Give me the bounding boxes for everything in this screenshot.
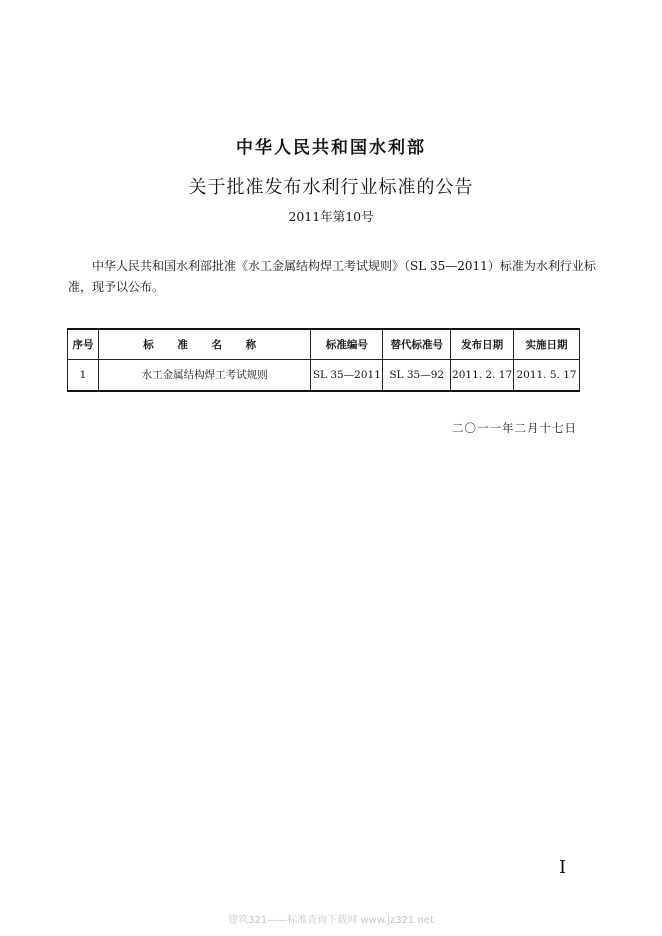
ministry-name: 中华人民共和国水利部 xyxy=(236,138,426,158)
header-replaced: 替代标准号 xyxy=(383,329,451,359)
cell-name: 水工金属结构焊工考试规则 xyxy=(98,359,310,391)
header-effective-date: 实施日期 xyxy=(514,329,580,359)
cell-code: SL 35—2011 xyxy=(311,359,383,391)
page-number: I xyxy=(559,857,567,878)
cell-replaced: SL 35—92 xyxy=(383,359,451,391)
cell-publish-date: 2011. 2. 17 xyxy=(451,359,514,391)
standards-table xyxy=(67,328,580,392)
header-publish-date: 发布日期 xyxy=(451,329,514,359)
announcement-body: 中华人民共和国水利部批准《水工金属结构焊工考试规则》（SL 35—2011）标准为水利行业标准，现予以公布。 xyxy=(68,259,596,294)
announcement-title: 关于批准发布水利行业标准的公告 xyxy=(188,177,474,198)
cell-effective-date: 2011. 5. 17 xyxy=(514,359,580,391)
header-seq: 序号 xyxy=(68,329,99,359)
watermark: 建筑321——标准查询下载网 www.jz321.net xyxy=(228,915,434,926)
header-code: 标准编号 xyxy=(311,329,383,359)
header-name: 标 准 名 称 xyxy=(98,329,310,359)
table-header-row xyxy=(68,329,580,359)
cell-seq: 1 xyxy=(68,359,99,391)
issue-date: 二〇一一年二月十七日 xyxy=(452,421,577,435)
table-row xyxy=(68,359,580,391)
announcement-number: 2011年第10号 xyxy=(288,209,374,224)
